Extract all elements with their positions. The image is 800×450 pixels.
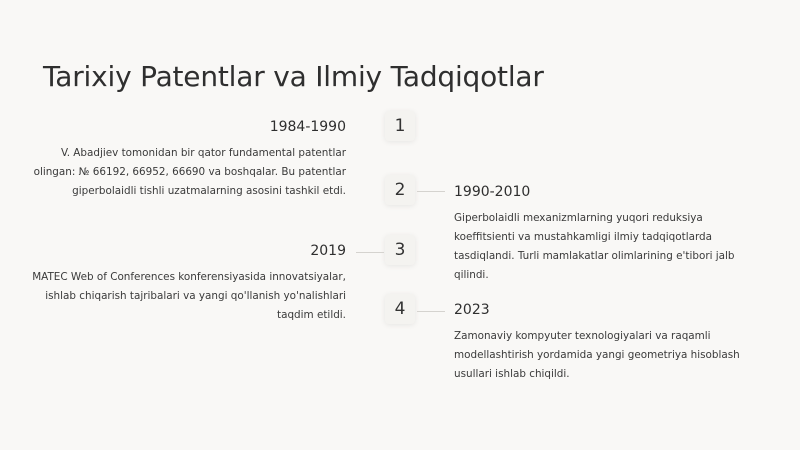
connector-4: [417, 311, 445, 312]
timeline-marker-2: 2: [385, 175, 415, 205]
entry-description: Zamonaviy kompyuter texnologiyalari va raqamli modellashtirish yordamida yangi geometriya hisoblash usullari ishlab chiqildi.: [454, 330, 740, 380]
entry-year: 1984-1990: [269, 119, 346, 135]
timeline-marker-1: 1: [385, 111, 415, 141]
timeline-marker-4: 4: [385, 294, 415, 324]
entry-description: MATEC Web of Conferences konferensiyasida innovatsiyalar, ishlab chiqarish tajribalari va yangi qo'llanish yo'nalishlari taqdim etildi.: [32, 271, 346, 321]
entry-year: 1990-2010: [454, 184, 531, 200]
entry-description: Giperbolaidli mexanizmlarning yuqori reduksiya koeffitsienti va mustahkamligi ilmiy tadqiqotlarda tasdiqlandi. Turli mamlakatlar olimlarining e'tibori jalb qilindi.: [454, 212, 735, 281]
connector-2: [417, 191, 445, 192]
timeline-entry-3: [32, 243, 346, 325]
entry-description: V. Abadjiev tomonidan bir qator fundamental patentlar olingan: № 66192, 66952, 66690 va boshqalar. Bu patentlar giperbolaidli tishli uzatmalarning asosini tashkil etdi.: [33, 147, 346, 197]
connector-3: [356, 252, 384, 253]
page-title: Tarixiy Patentlar va Ilmiy Tadqiqotlar: [43, 60, 544, 93]
timeline-marker-3: 3: [385, 235, 415, 265]
entry-year: 2019: [310, 243, 346, 259]
timeline-entry-1: [34, 119, 346, 201]
timeline-entry-4: [454, 302, 740, 384]
timeline-entry-2: [454, 184, 735, 285]
entry-year: 2023: [454, 302, 490, 318]
